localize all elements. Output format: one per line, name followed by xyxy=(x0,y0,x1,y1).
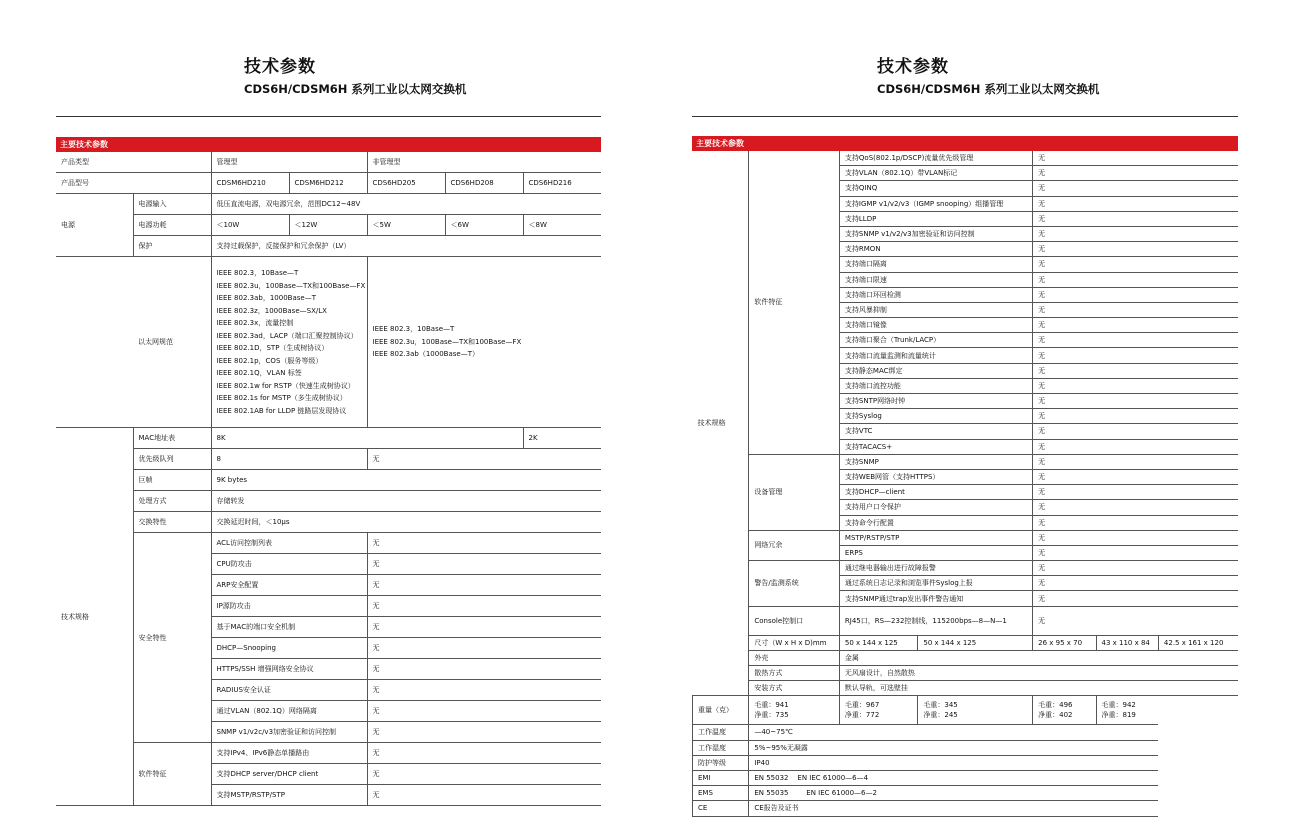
cell-value: 无 xyxy=(1033,318,1238,333)
table-row xyxy=(56,152,601,173)
cell-value: 无 xyxy=(1033,469,1238,484)
cell-key: 支持SNMP xyxy=(839,454,1032,469)
cell-key: 支持风暴抑制 xyxy=(839,302,1032,317)
cell-key: 支持端口流量监测和流量统计 xyxy=(839,348,1032,363)
table-row xyxy=(693,725,1239,740)
cell-key: CPU防攻击 xyxy=(211,554,367,575)
table-row xyxy=(56,236,601,257)
right-divider xyxy=(692,116,1238,117)
list-item: IEEE 802.3u，100Base—TX和100Base—FX xyxy=(216,281,366,290)
weight-cell xyxy=(839,696,917,725)
weight-cell xyxy=(918,696,1033,725)
table-row xyxy=(693,740,1239,755)
table-row xyxy=(56,743,601,764)
cell-value: 无 xyxy=(1033,561,1238,576)
row-label: 防护等级 xyxy=(693,755,749,770)
row-label: 巨帧 xyxy=(133,470,211,491)
cell-value: ＜12W xyxy=(289,215,367,236)
cell-value: 50 x 144 x 125 xyxy=(918,635,1033,650)
list-item: IEEE 802.1p，COS（服务等级） xyxy=(216,356,323,365)
table-row xyxy=(693,635,1239,650)
cell-value: 无 xyxy=(1033,424,1238,439)
cell-value: 无 xyxy=(1033,485,1238,500)
table-row xyxy=(693,561,1239,576)
cell-key: 支持MSTP/RSTP/STP xyxy=(211,785,367,806)
left-spec-table xyxy=(56,152,601,806)
row-label: 产品类型 xyxy=(56,152,211,173)
list-item: IEEE 802.1s for MSTP（多生成树协议） xyxy=(216,394,347,402)
cell-value: 无 xyxy=(1033,333,1238,348)
cell-value: 无 xyxy=(367,638,601,659)
list-item: IEEE 802.3ad，LACP（端口汇聚控制协议） xyxy=(216,331,358,340)
cell-key: 支持静态MAC绑定 xyxy=(839,363,1032,378)
cell-key: 支持LLDP xyxy=(839,211,1032,226)
cell-key: 支持SNTP网络时钟 xyxy=(839,394,1032,409)
table-row xyxy=(56,491,601,512)
cell-value: 无 xyxy=(1033,211,1238,226)
right-page-title: 技术参数 xyxy=(877,57,949,77)
cell-key: IP源防攻击 xyxy=(211,596,367,617)
cell-key: 支持QINQ xyxy=(839,181,1032,196)
cell-value: 支持过载保护，反接保护和冗余保护（LV） xyxy=(211,236,601,257)
cell-value: 8 xyxy=(211,449,367,470)
row-label: 保护 xyxy=(133,236,211,257)
cell-key: 支持端口隔离 xyxy=(839,257,1032,272)
cell-value: CDS6HD208 xyxy=(445,173,523,194)
cell-value: 非管理型 xyxy=(367,152,601,173)
cell-value: 无 xyxy=(1033,545,1238,560)
list-item: IEEE 802.1w for RSTP（快速生成树协议） xyxy=(216,381,355,390)
row-label: 尺寸（W x H x D)mm xyxy=(749,635,840,650)
table-row xyxy=(693,681,1239,696)
cell-key: 支持端口限速 xyxy=(839,272,1032,287)
table-row xyxy=(56,533,601,554)
row-label: 以太网规范 xyxy=(56,257,211,428)
row-label: 优先级队列 xyxy=(133,449,211,470)
cell-value: 42.5 x 161 x 120 xyxy=(1158,635,1238,650)
table-row xyxy=(56,449,601,470)
table-row xyxy=(56,512,601,533)
cell-key: 通过VLAN（802.1Q）网络隔离 xyxy=(211,701,367,722)
right-section-bar: 主要技术参数 xyxy=(692,136,1238,151)
cell-value: 无 xyxy=(367,659,601,680)
cell-value: CDSM6HD212 xyxy=(289,173,367,194)
cell-value: 无 xyxy=(367,449,601,470)
cell-key: 基于MAC的端口安全机制 xyxy=(211,617,367,638)
cell-value: 无 xyxy=(367,533,601,554)
cell-value: ＜8W xyxy=(523,215,601,236)
cell-value: 无 xyxy=(367,575,601,596)
cell-value: 26 x 95 x 70 xyxy=(1033,635,1096,650)
cell-value: IP40 xyxy=(749,755,1159,770)
cell-value: 交换延迟时间，＜10μs xyxy=(211,512,601,533)
list-item: IEEE 802.3ab（1000Base—T） xyxy=(372,350,479,359)
cell-value: 无 xyxy=(367,764,601,785)
row-label: 外壳 xyxy=(749,650,840,665)
cell-key: 支持端口环回检测 xyxy=(839,287,1032,302)
cell-value: 无 xyxy=(1033,196,1238,211)
net-weight: 净重：735 xyxy=(754,711,789,720)
list-item: IEEE 802.3，10Base—T xyxy=(372,325,455,334)
row-label: EMI xyxy=(693,770,749,785)
cell-value: 无 xyxy=(1033,394,1238,409)
table-row xyxy=(693,151,1239,166)
list-item: IEEE 802.1AB for LLDP 链路层发现协议 xyxy=(216,406,347,415)
cell-key: 支持用户口令保护 xyxy=(839,500,1032,515)
cell-key: 支持VTC xyxy=(839,424,1032,439)
weight-cell xyxy=(749,696,840,725)
cell-value: 无风扇设计，自然散热 xyxy=(839,666,1238,681)
cell-value: 无 xyxy=(367,617,601,638)
cell-value: 无 xyxy=(1033,378,1238,393)
cell-value: 存储转发 xyxy=(211,491,601,512)
cell-value: 无 xyxy=(1033,454,1238,469)
cell-value: 无 xyxy=(367,785,601,806)
gross-weight: 毛重：942 xyxy=(1101,701,1136,710)
net-weight: 净重：245 xyxy=(923,711,958,720)
cell-key: ERPS xyxy=(839,545,1032,560)
cell-value: 低压直流电源，双电源冗余，范围DC12~48V xyxy=(211,194,601,215)
cell-value: 无 xyxy=(1033,591,1238,606)
cell-value: 9K bytes xyxy=(211,470,601,491)
net-weight: 净重：819 xyxy=(1101,711,1136,720)
cell-key: ACL访问控制列表 xyxy=(211,533,367,554)
table-row xyxy=(693,755,1239,770)
gross-weight: 毛重：967 xyxy=(844,701,880,710)
table-row xyxy=(693,786,1239,801)
row-label: 散热方式 xyxy=(749,666,840,681)
cell-value: 无 xyxy=(1033,181,1238,196)
cell-key: 支持TACACS+ xyxy=(839,439,1032,454)
list-item: IEEE 802.3，10Base—T xyxy=(216,269,299,277)
table-row xyxy=(56,428,601,449)
net-weight: 净重：402 xyxy=(1038,711,1073,720)
right-page-subtitle: CDS6H/CDSM6H 系列工业以太网交换机 xyxy=(877,82,1100,96)
cell-key: 通过系统日志记录和浏览事件Syslog上报 xyxy=(839,576,1032,591)
cell-key: 支持DHCP server/DHCP client xyxy=(211,764,367,785)
cell-value: —40~75℃ xyxy=(749,725,1159,740)
row-label: 处理方式 xyxy=(133,491,211,512)
table-row xyxy=(693,696,1239,725)
cell-key: 支持IPv4、IPv6静态单播路由 xyxy=(211,743,367,764)
cell-value: CDS6HD205 xyxy=(367,173,445,194)
cell-value: 无 xyxy=(1033,272,1238,287)
cell-value: 无 xyxy=(367,701,601,722)
table-row xyxy=(693,454,1239,469)
table-row xyxy=(693,770,1239,785)
cell-value: 无 xyxy=(1033,439,1238,454)
cell-key: 支持SNMP通过trap发出事件警告通知 xyxy=(839,591,1032,606)
cell-key: 支持QoS(802.1p/DSCP)流量优先级管理 xyxy=(839,151,1032,166)
net-weight: 净重：772 xyxy=(844,711,880,720)
eth-unmanaged-list xyxy=(367,257,601,428)
cell-value: 无 xyxy=(1033,166,1238,181)
list-item: IEEE 802.3u，100Base—TX和100Base—FX xyxy=(372,337,522,346)
list-item: IEEE 802.1D，STP（生成树协议） xyxy=(216,344,329,352)
row-label: 网络冗余 xyxy=(749,530,840,560)
cell-value: 无 xyxy=(1033,576,1238,591)
cell-value: 无 xyxy=(1033,500,1238,515)
cell-key: 支持SNMP v1/v2/v3加密验证和访问控制 xyxy=(839,226,1032,241)
cell-value: CDSM6HD210 xyxy=(211,173,289,194)
cell-key: 支持IGMP v1/v2/v3（IGMP snooping）组播管理 xyxy=(839,196,1032,211)
left-divider xyxy=(56,116,601,117)
cell-value: 5%~95%无凝露 xyxy=(749,740,1159,755)
row-label: 重量（克） xyxy=(693,696,749,725)
table-row xyxy=(693,650,1239,665)
row-label: 软件特征 xyxy=(133,743,211,806)
table-row xyxy=(56,257,601,428)
row-label: 产品型号 xyxy=(56,173,211,194)
gross-weight: 毛重：941 xyxy=(754,701,789,710)
cell-value: 8K xyxy=(211,428,523,449)
cell-value: 无 xyxy=(367,596,601,617)
cell-key: 支持端口镜像 xyxy=(839,318,1032,333)
row-label: EMS xyxy=(693,786,749,801)
cell-value: 无 xyxy=(1033,151,1238,166)
cell-value: 无 xyxy=(1033,606,1238,635)
row-label: CE xyxy=(693,801,749,816)
cell-key: 支持WEB网管（支持HTTPS） xyxy=(839,469,1032,484)
cell-value: RJ45口，RS—232控制线，115200bps—8—N—1 xyxy=(839,606,1032,635)
cell-value: 无 xyxy=(1033,348,1238,363)
cell-key: DHCP—Snooping xyxy=(211,638,367,659)
row-label: 交换特性 xyxy=(133,512,211,533)
eth-managed-list xyxy=(211,257,367,428)
cell-key: 支持RMON xyxy=(839,242,1032,257)
left-section-bar: 主要技术参数 xyxy=(56,137,601,152)
list-item: IEEE 802.1Q，VLAN 标签 xyxy=(216,369,302,377)
gross-weight: 毛重：496 xyxy=(1038,701,1073,710)
list-item: IEEE 802.3ab，1000Base—T xyxy=(216,294,316,302)
cell-value: 管理型 xyxy=(211,152,367,173)
cell-key: 支持VLAN（802.1Q）带VLAN标记 xyxy=(839,166,1032,181)
group-label: 技术规格 xyxy=(56,428,133,806)
list-item: IEEE 802.3x，流量控制 xyxy=(216,319,294,327)
table-row xyxy=(693,666,1239,681)
row-label: MAC地址表 xyxy=(133,428,211,449)
cell-value: 无 xyxy=(1033,530,1238,545)
cell-key: MSTP/RSTP/STP xyxy=(839,530,1032,545)
cell-value: 无 xyxy=(1033,242,1238,257)
table-row xyxy=(693,801,1239,816)
weight-cell xyxy=(1096,696,1158,725)
row-label: 安全特性 xyxy=(133,533,211,743)
row-label: 软件特征 xyxy=(749,151,840,454)
row-label: 工作温度 xyxy=(693,725,749,740)
table-row xyxy=(56,215,601,236)
cell-value: 无 xyxy=(367,743,601,764)
cell-key: 通过继电器输出进行故障报警 xyxy=(839,561,1032,576)
cell-key: 支持Syslog xyxy=(839,409,1032,424)
cell-key: 支持DHCP—client xyxy=(839,485,1032,500)
row-label: Console控制口 xyxy=(749,606,840,635)
row-label: 设备管理 xyxy=(749,454,840,530)
row-label: 电源输入 xyxy=(133,194,211,215)
group-label: 技术规格 xyxy=(693,151,749,696)
cell-key: 支持端口流控功能 xyxy=(839,378,1032,393)
table-row xyxy=(693,530,1239,545)
cell-key: 支持端口聚合（Trunk/LACP） xyxy=(839,333,1032,348)
cell-value: 无 xyxy=(367,680,601,701)
row-label: 电源功耗 xyxy=(133,215,211,236)
group-label: 电源 xyxy=(56,194,133,257)
cell-value: 默认导轨，可选壁挂 xyxy=(839,681,1238,696)
cell-value: 无 xyxy=(1033,287,1238,302)
row-label: 安装方式 xyxy=(749,681,840,696)
cell-value: ＜5W xyxy=(367,215,445,236)
cell-key: SNMP v1/v2c/v3加密验证和访问控制 xyxy=(211,722,367,743)
cell-value: CDS6HD216 xyxy=(523,173,601,194)
cell-value: 无 xyxy=(367,722,601,743)
cell-value: 无 xyxy=(367,554,601,575)
left-page-subtitle: CDS6H/CDSM6H 系列工业以太网交换机 xyxy=(244,82,467,96)
cell-value: ＜6W xyxy=(445,215,523,236)
cell-key: RADIUS安全认证 xyxy=(211,680,367,701)
cell-value: CE报告及证书 xyxy=(749,801,1159,816)
gross-weight: 毛重：345 xyxy=(923,701,958,710)
cell-value: 无 xyxy=(1033,257,1238,272)
cell-key: 支持命令行配置 xyxy=(839,515,1032,530)
table-row xyxy=(693,606,1239,635)
cell-value: 43 x 110 x 84 xyxy=(1096,635,1158,650)
cell-value: 无 xyxy=(1033,515,1238,530)
cell-value: 2K xyxy=(523,428,601,449)
cell-key: ARP安全配置 xyxy=(211,575,367,596)
cell-value: EN 55035 EN IEC 61000—6—2 xyxy=(749,786,1159,801)
row-label: 警告/监测系统 xyxy=(749,561,840,607)
right-spec-table xyxy=(692,151,1238,817)
weight-cell xyxy=(1033,696,1096,725)
cell-value: 无 xyxy=(1033,409,1238,424)
cell-value: 无 xyxy=(1033,363,1238,378)
cell-value: EN 55032 EN IEC 61000—6—4 xyxy=(749,770,1159,785)
left-page-title: 技术参数 xyxy=(244,57,316,77)
cell-value: 50 x 144 x 125 xyxy=(839,635,917,650)
table-row xyxy=(56,194,601,215)
table-row xyxy=(56,470,601,491)
cell-value: ＜10W xyxy=(211,215,289,236)
table-row xyxy=(56,173,601,194)
row-label: 工作湿度 xyxy=(693,740,749,755)
list-item: IEEE 802.3z，1000Base—SX/LX xyxy=(216,306,327,315)
cell-value: 金属 xyxy=(839,650,1238,665)
cell-value: 无 xyxy=(1033,302,1238,317)
cell-value: 无 xyxy=(1033,226,1238,241)
cell-key: HTTPS/SSH 增强网络安全协议 xyxy=(211,659,367,680)
